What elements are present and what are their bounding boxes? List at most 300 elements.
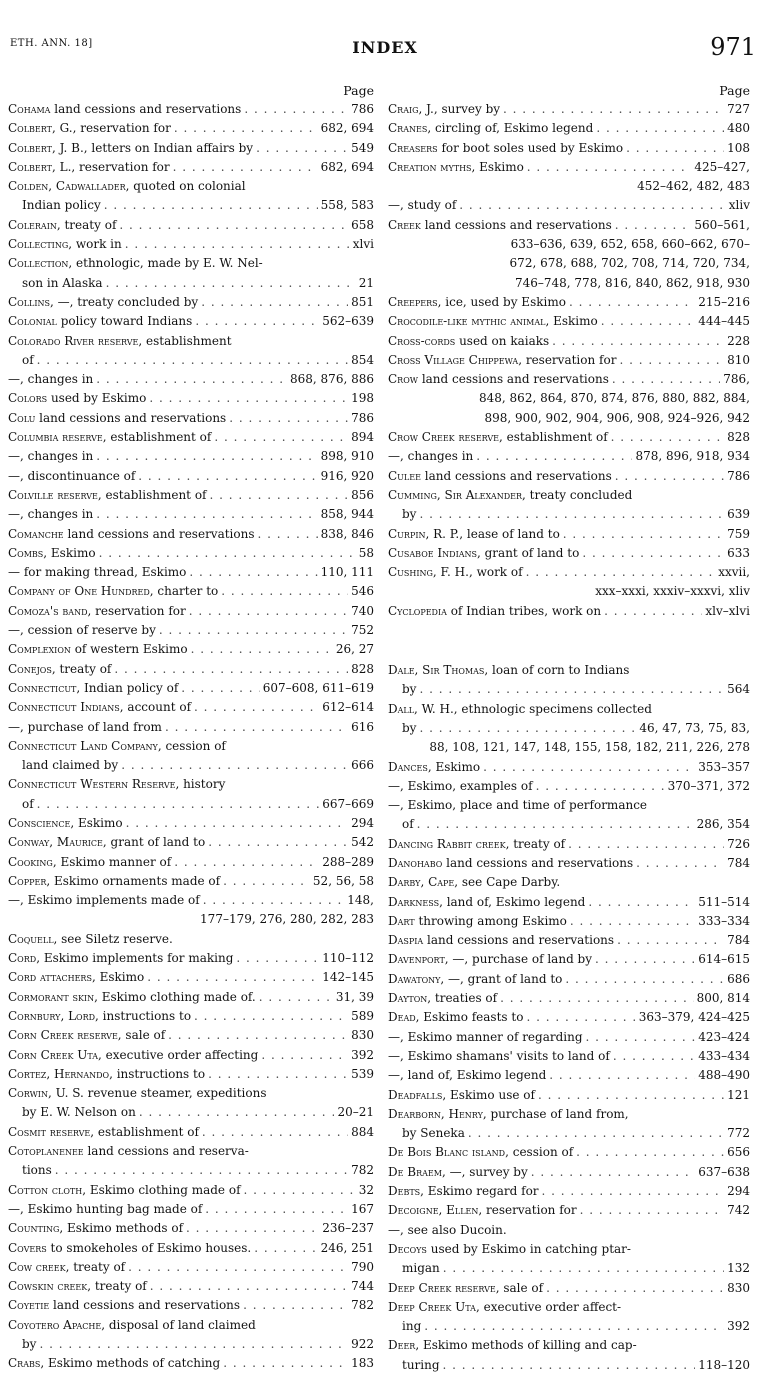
entry-pages-continuation-line	[388, 389, 750, 408]
entry-pages: 444–445	[698, 314, 750, 329]
index-entry	[8, 1277, 374, 1296]
entry-pages: 682, 694	[320, 159, 374, 174]
entry-pages: 922	[351, 1337, 374, 1351]
leader-dots	[165, 718, 348, 737]
entry-subtext: land cessions and reservations	[418, 372, 609, 387]
entry-line	[388, 216, 750, 235]
entry-subtext: , treaties of	[427, 991, 498, 1006]
entry-pages-continuation: 848, 862, 864, 870, 874, 876, 880, 882, 884,	[479, 391, 750, 406]
entry-pages: 782	[351, 1298, 374, 1313]
entry-heading: Danohabo	[388, 855, 443, 870]
entry-subtext: , Eskimo	[43, 545, 96, 560]
entry-line	[388, 989, 750, 1008]
index-entry	[388, 1240, 750, 1279]
leader-dots	[96, 370, 287, 389]
entry-subtext: , work in	[68, 237, 122, 252]
entry-pages: 830	[351, 1028, 374, 1043]
entry-line	[8, 563, 374, 582]
entry-text	[388, 1221, 507, 1240]
entry-subtext: , see Siletz reserve.	[53, 931, 173, 946]
index-entry	[388, 893, 750, 912]
index-entry	[8, 949, 374, 968]
entry-line	[8, 1065, 374, 1084]
index-entry	[8, 988, 374, 1007]
entry-continuation-line	[8, 351, 374, 370]
index-entry	[8, 1316, 374, 1355]
entry-subtext: , executive order affecting	[98, 1047, 259, 1062]
entry-heading: Cyclopedia	[388, 603, 447, 618]
entry-pages-continuation-line	[388, 254, 750, 273]
leader-dots	[150, 1277, 348, 1296]
entry-text	[8, 853, 171, 872]
leader-dots	[503, 100, 724, 119]
entry-text	[388, 525, 560, 544]
entry-continuation: of	[402, 817, 414, 832]
entry-subtext: , Eskimo clothing made of.	[94, 989, 256, 1004]
entry-line	[8, 293, 374, 312]
entry-pages: xlv–xlvi	[705, 603, 750, 618]
entry-continuation-line	[388, 1317, 750, 1336]
leader-dots	[580, 1201, 724, 1220]
entry-line	[8, 872, 374, 891]
entry-line	[388, 486, 750, 505]
entry-heading: Debts	[388, 1184, 421, 1199]
entry-line	[8, 1142, 374, 1161]
entry-continuation-line	[8, 756, 374, 775]
entry-continuation: by	[22, 1337, 37, 1351]
leader-dots	[244, 1181, 356, 1200]
index-entry	[8, 139, 374, 158]
entry-subtext: land cessions and reservations	[49, 1298, 241, 1313]
entry-heading: Cord attachers	[8, 970, 92, 985]
entry-subtext: , U. S. revenue steamer, expeditions	[47, 1086, 267, 1101]
index-entry	[388, 1008, 750, 1027]
index-entry	[388, 332, 750, 351]
entry-pages: 31, 39	[335, 989, 374, 1004]
entry-pages: 246, 251	[320, 1240, 374, 1255]
entry-line	[388, 1298, 750, 1317]
entry-line	[388, 950, 750, 969]
entry-heading: Connecticut Indians	[8, 700, 120, 715]
entry-continuation: of	[22, 796, 34, 811]
entry-text	[8, 833, 205, 852]
leader-dots	[114, 660, 348, 679]
leader-dots	[106, 274, 356, 293]
entry-subtext: , land of, Eskimo legend	[439, 894, 586, 909]
entry-heading: Deadfalls	[388, 1087, 443, 1102]
entry-subtext: , Eskimo methods of killing and cap-	[415, 1338, 637, 1353]
leader-dots	[205, 1200, 348, 1219]
entry-line	[388, 1221, 750, 1240]
leader-dots	[615, 467, 724, 486]
entry-text	[8, 1258, 125, 1277]
entry-text	[8, 389, 146, 408]
entry-subtext: for boot soles used by Eskimo	[437, 140, 624, 155]
entry-subtext: , Eskimo	[471, 159, 524, 174]
entry-subtext: , Eskimo	[427, 759, 481, 774]
entry-subtext: land cessions and reservations	[35, 410, 227, 425]
entry-pages: 633	[727, 545, 750, 560]
entry-heading: Decoigne, Ellen	[388, 1203, 479, 1218]
entry-heading: Dawatony	[388, 971, 441, 986]
leader-dots	[254, 1239, 317, 1258]
index-entry	[8, 602, 374, 621]
entry-text	[8, 949, 233, 968]
entry-pages: 637–638	[698, 1164, 750, 1179]
entry-text	[388, 563, 523, 582]
entry-text	[8, 737, 226, 756]
entry-line	[8, 505, 374, 524]
entry-subtext: —, Eskimo shamans' visits to land of	[388, 1048, 610, 1063]
entry-text	[8, 293, 198, 312]
index-entry	[388, 835, 750, 854]
entry-line	[8, 853, 374, 872]
leader-dots	[194, 1007, 348, 1026]
entry-text	[8, 1026, 165, 1045]
entry-heading: Collins	[8, 294, 51, 309]
leader-dots	[542, 1182, 725, 1201]
leader-dots	[626, 139, 724, 158]
entry-line	[8, 1277, 374, 1296]
leader-dots	[37, 795, 320, 814]
leader-dots	[121, 756, 348, 775]
entry-subtext: —, Eskimo hunting bag made of	[8, 1201, 203, 1216]
index-entry	[388, 1105, 750, 1144]
entry-line	[388, 700, 750, 719]
entry-pages: 740	[351, 603, 374, 618]
entry-line	[388, 1086, 750, 1105]
entry-line	[8, 775, 374, 794]
index-entry	[388, 1298, 750, 1337]
entry-line	[388, 912, 750, 931]
leader-dots	[256, 139, 348, 158]
index-entry	[388, 950, 750, 969]
index-entry	[8, 254, 374, 293]
entry-line	[8, 1084, 374, 1103]
entry-text	[388, 931, 614, 950]
entry-line	[388, 139, 750, 158]
entry-text	[8, 100, 241, 119]
entry-text	[388, 873, 560, 892]
entry-text	[388, 332, 549, 351]
index-entry	[388, 486, 750, 525]
entry-text	[8, 582, 218, 601]
entry-text	[388, 1008, 523, 1027]
leader-dots	[37, 351, 348, 370]
entry-text	[8, 216, 116, 235]
entry-pages: 786,	[723, 372, 750, 387]
entry-subtext: land cessions and reservations	[420, 217, 612, 232]
entry-heading: Dall, W. H.	[388, 701, 454, 716]
index-entry	[8, 1046, 374, 1065]
entry-subtext: , instructions to	[109, 1066, 206, 1081]
entry-text	[388, 486, 632, 505]
entry-continuation: of	[22, 352, 34, 367]
entry-pages: 392	[351, 1047, 374, 1062]
entry-line	[8, 1046, 374, 1065]
entry-subtext: , reservation for	[87, 603, 186, 618]
entry-subtext: , Eskimo ornaments made of	[46, 873, 221, 888]
leader-dots	[119, 216, 348, 235]
entry-continuation: migan	[402, 1261, 440, 1276]
entry-heading: Cross-cords	[388, 333, 456, 348]
index-entry	[8, 718, 374, 737]
entry-subtext: , reservation for	[478, 1203, 577, 1218]
index-entry	[8, 525, 374, 544]
entry-text	[8, 814, 123, 833]
entry-subtext: , —, grant of land to	[440, 971, 563, 986]
entry-subtext: , treaty of	[65, 1259, 126, 1274]
leader-dots	[538, 1086, 724, 1105]
entry-pages: 118–120	[698, 1357, 750, 1372]
entry-pages: 614–615	[698, 952, 750, 967]
entry-pages: 26, 27	[335, 642, 374, 657]
entry-pages: 854	[351, 352, 374, 367]
entry-heading: Darkness	[388, 894, 440, 909]
entry-pages: xliv	[728, 198, 750, 213]
entry-heading: Dead	[388, 1010, 416, 1025]
entry-continuation: Indian policy	[22, 198, 101, 213]
entry-subtext: , treaty of	[505, 836, 566, 851]
entry-pages: 667–669	[322, 796, 374, 811]
entry-text	[388, 467, 612, 486]
entry-heading: Cormorant skin	[8, 989, 95, 1004]
index-entry	[8, 1065, 374, 1084]
entry-subtext: used on kaiaks	[455, 333, 550, 348]
entry-subtext: —, changes in	[8, 507, 94, 522]
entry-line	[8, 177, 374, 196]
entry-pages: 800, 814	[696, 991, 750, 1006]
index-entry	[388, 1047, 750, 1066]
entry-pages: 215–216	[698, 294, 750, 309]
entry-pages: 32	[358, 1182, 374, 1197]
entry-pages: 828	[727, 430, 750, 445]
entry-heading: Conway, Maurice	[8, 835, 103, 850]
entry-heading: Colville reserve	[8, 487, 98, 502]
entry-subtext: —, changes in	[388, 449, 474, 464]
index-entry	[388, 119, 750, 138]
index-entry	[388, 758, 750, 777]
entry-line	[388, 931, 750, 950]
entry-pages: 828	[351, 661, 374, 676]
entry-pages: 546	[351, 584, 374, 599]
entry-heading: Colbert, L.	[8, 159, 72, 174]
entry-pages: 353–357	[698, 759, 750, 774]
entry-text	[388, 796, 647, 815]
entry-pages: 286, 354	[696, 817, 750, 832]
leader-dots	[526, 1008, 635, 1027]
index-entry	[8, 1200, 374, 1219]
entry-line	[8, 737, 374, 756]
entry-line	[388, 1105, 750, 1124]
entry-pages-continuation-line	[388, 235, 750, 254]
entry-line	[8, 158, 374, 177]
entry-pages: 236–237	[322, 1221, 374, 1236]
index-entry	[388, 970, 750, 989]
entry-continuation-line	[8, 196, 374, 215]
leader-dots	[563, 525, 724, 544]
leader-dots	[459, 196, 725, 215]
entry-text	[8, 1219, 183, 1238]
entry-pages: 132	[727, 1261, 750, 1276]
entry-text	[388, 216, 612, 235]
entry-line	[8, 216, 374, 235]
entry-line	[388, 1163, 750, 1182]
index-entry	[388, 796, 750, 835]
entry-text	[388, 989, 497, 1008]
index-entry	[8, 737, 374, 776]
entry-subtext: —, changes in	[8, 372, 94, 387]
entry-line	[8, 1239, 374, 1258]
index-entry	[8, 447, 374, 466]
entry-line	[388, 158, 750, 177]
entry-line	[388, 1143, 750, 1162]
entry-heading: Comoza's band	[8, 603, 88, 618]
entry-heading: Connecticut	[8, 680, 77, 695]
entry-line	[388, 447, 750, 466]
entry-text	[8, 563, 186, 582]
entry-line	[8, 312, 374, 331]
entry-subtext: land cessions and reservations	[50, 102, 242, 116]
entry-heading: Cord	[8, 951, 37, 966]
leader-dots	[244, 100, 348, 119]
index-entry	[388, 196, 750, 215]
index-entry	[8, 505, 374, 524]
entry-line	[388, 119, 750, 138]
entry-heading: Corwin	[8, 1086, 48, 1101]
leader-dots	[168, 1026, 348, 1045]
entry-text	[8, 679, 178, 698]
entry-line	[8, 332, 374, 351]
entry-continuation-line	[8, 795, 374, 814]
leader-dots	[527, 158, 692, 177]
entry-heading: Crow Creek reserve	[388, 430, 500, 445]
entry-text	[388, 1105, 629, 1124]
entry-line	[8, 621, 374, 640]
entry-text	[388, 351, 616, 370]
entry-heading: Cow creek	[8, 1259, 66, 1274]
index-entry	[388, 447, 750, 466]
index-entry	[8, 582, 374, 601]
leader-dots	[214, 428, 348, 447]
leader-dots	[604, 602, 702, 621]
leader-dots	[476, 447, 632, 466]
index-entry	[388, 1221, 750, 1240]
index-entry	[388, 158, 750, 197]
entry-heading: Counting	[8, 1221, 60, 1236]
entry-heading: Colonial	[8, 314, 57, 329]
leader-dots	[261, 1046, 348, 1065]
entry-heading: Collection	[8, 256, 69, 271]
entry-subtext: —, Eskimo, place and time of performance	[388, 798, 648, 813]
entry-heading: Copper	[8, 873, 47, 888]
entry-subtext: —, study of	[388, 198, 457, 213]
leader-dots	[588, 893, 695, 912]
entry-line	[388, 777, 750, 796]
entry-line	[388, 1028, 750, 1047]
index-entry	[388, 525, 750, 544]
entry-text	[8, 254, 263, 273]
index-column-right	[388, 82, 750, 1375]
entry-pages: 562–639	[322, 314, 374, 329]
entry-subtext: , Eskimo clothing made of	[82, 1182, 241, 1197]
entry-pages: 666	[351, 758, 374, 773]
leader-dots	[259, 988, 333, 1007]
entry-subtext: , establishment of	[90, 1124, 199, 1139]
entry-line	[388, 467, 750, 486]
entry-line	[388, 893, 750, 912]
entry-continuation-line	[388, 505, 750, 524]
entry-text	[8, 1181, 241, 1200]
entry-pages: 425–427,	[694, 159, 750, 174]
entry-line	[8, 582, 374, 601]
index-entry	[8, 389, 374, 408]
index-entry	[388, 139, 750, 158]
page-column-label: Page	[343, 83, 374, 98]
leader-dots	[139, 1103, 335, 1122]
entry-text	[388, 602, 601, 621]
leader-dots	[208, 833, 348, 852]
leader-dots	[159, 621, 348, 640]
running-head-left: ETH. ANN. 18]	[10, 38, 93, 49]
entry-heading: Colu	[8, 410, 36, 425]
entry-pages: 288–289	[322, 854, 374, 869]
leader-dots	[612, 370, 720, 389]
entry-line	[8, 640, 374, 659]
entry-line	[388, 1008, 750, 1027]
entry-subtext: , Eskimo methods of catching	[40, 1356, 221, 1371]
entry-continuation-line	[388, 1124, 750, 1143]
index-entry	[388, 1201, 750, 1220]
leader-dots	[595, 950, 695, 969]
entry-pages: 726	[727, 836, 750, 851]
entry-text	[388, 700, 652, 719]
entry-pages: 784	[727, 933, 750, 948]
entry-pages-continuation: 633–636, 639, 652, 658, 660–662, 670–	[510, 237, 750, 252]
entry-line	[388, 1047, 750, 1066]
entry-heading: Coyotero Apache	[8, 1317, 102, 1332]
entry-text	[388, 950, 592, 969]
index-entry	[388, 563, 750, 602]
entry-pages: 392	[727, 1319, 750, 1334]
entry-text	[8, 1316, 256, 1335]
entry-continuation-line	[388, 1259, 750, 1278]
entry-continuation: by Seneka	[402, 1126, 465, 1141]
index-entry	[388, 912, 750, 931]
entry-heading: Deep Creek Uta	[388, 1299, 476, 1314]
entry-heading: De Bois Blanc island	[388, 1145, 506, 1160]
entry-line	[8, 1354, 374, 1373]
entry-heading: Darby, Cape	[388, 875, 455, 890]
entry-pages-continuation: 746–748, 778, 816, 840, 862, 918, 930	[514, 275, 750, 290]
entry-subtext: to smokeholes of Eskimo houses.	[46, 1240, 252, 1255]
entry-subtext: , Eskimo feasts to	[415, 1010, 524, 1025]
entry-pages: 894	[351, 430, 374, 445]
entry-subtext: —, Eskimo manner of regarding	[388, 1029, 583, 1044]
entry-pages: 167	[351, 1201, 374, 1216]
entry-subtext: , Eskimo	[91, 970, 145, 985]
index-entry	[8, 428, 374, 447]
entry-subtext: , —, survey by	[441, 1164, 528, 1179]
entry-text	[8, 1142, 249, 1161]
entry-pages: 786	[351, 102, 374, 116]
entry-line	[388, 525, 750, 544]
entry-pages: 752	[351, 623, 374, 638]
index-entry	[388, 777, 750, 796]
leader-dots	[223, 872, 310, 891]
leader-dots	[147, 968, 319, 987]
entry-subtext: , disposal of land claimed	[101, 1317, 256, 1332]
